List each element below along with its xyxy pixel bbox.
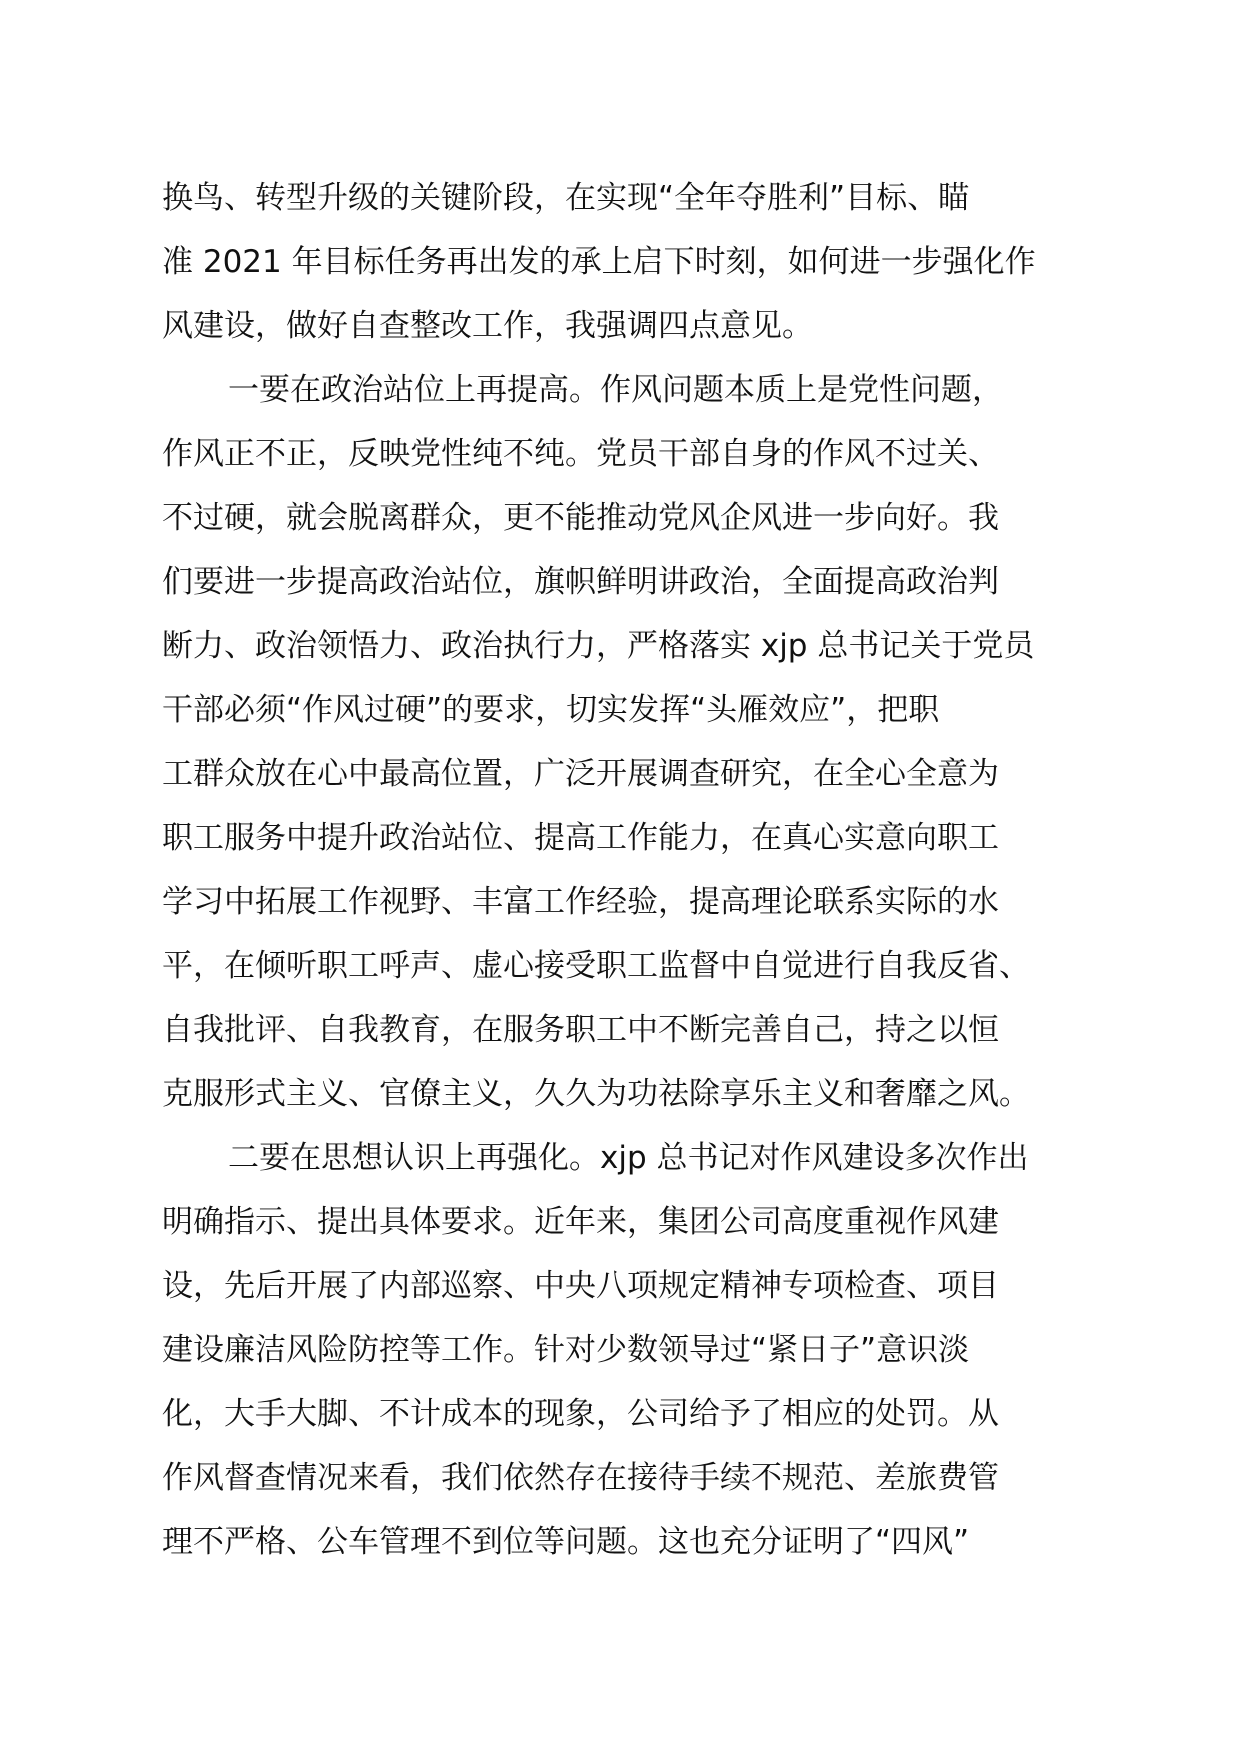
text-line: 理不严格、公车管理不到位等问题。这也充分证明了“四风”	[162, 1524, 970, 1560]
text-line: 工群众放在心中最高位置，广泛开展调查研究，在全心全意为	[162, 756, 999, 792]
text-line: 学习中拓展工作视野、丰富工作经验，提高理论联系实际的水	[162, 884, 999, 920]
text-line: 们要进一步提高政治站位，旗帜鲜明讲政治，全面提高政治判	[162, 564, 999, 600]
text-line: 风建设，做好自查整改工作，我强调四点意见。	[162, 308, 813, 344]
text-line: 断力、政治领悟力、政治执行力，严格落实 xjp 总书记关于党员	[162, 628, 1035, 664]
text-line: 换鸟、转型升级的关键阶段，在实现“全年夺胜利”目标、瞄	[162, 180, 970, 216]
paragraph-start-line: 二要在思想认识上再强化。xjp 总书记对作风建设多次作出	[228, 1140, 1029, 1176]
text-line: 化，大手大脚、不计成本的现象，公司给予了相应的处罚。从	[162, 1396, 999, 1432]
text-line: 职工服务中提升政治站位、提高工作能力，在真心实意向职工	[162, 820, 999, 856]
text-line: 干部必须“作风过硬”的要求，切实发挥“头雁效应”，把职	[162, 692, 940, 728]
text-line: 作风督查情况来看，我们依然存在接待手续不规范、差旅费管	[162, 1460, 999, 1496]
text-line: 作风正不正，反映党性纯不纯。党员干部自身的作风不过关、	[162, 436, 999, 472]
paragraph-start-line: 一要在政治站位上再提高。作风问题本质上是党性问题，	[228, 372, 1003, 408]
text-line: 设，先后开展了内部巡察、中央八项规定精神专项检查、项目	[162, 1268, 999, 1304]
text-line: 明确指示、提出具体要求。近年来，集团公司高度重视作风建	[162, 1204, 999, 1240]
text-line: 平，在倾听职工呼声、虚心接受职工监督中自觉进行自我反省、	[162, 948, 1030, 984]
text-line: 不过硬，就会脱离群众，更不能推动党风企风进一步向好。我	[162, 500, 999, 536]
text-line: 建设廉洁风险防控等工作。针对少数领导过“紧日子”意识淡	[162, 1332, 970, 1368]
body-text	[162, 166, 1122, 1574]
text-line: 准 2021 年目标任务再出发的承上启下时刻，如何进一步强化作	[162, 244, 1036, 280]
text-line: 克服形式主义、官僚主义，久久为功祛除享乐主义和奢靡之风。	[162, 1076, 1030, 1112]
text-line: 自我批评、自我教育，在服务职工中不断完善自己，持之以恒	[162, 1012, 999, 1048]
